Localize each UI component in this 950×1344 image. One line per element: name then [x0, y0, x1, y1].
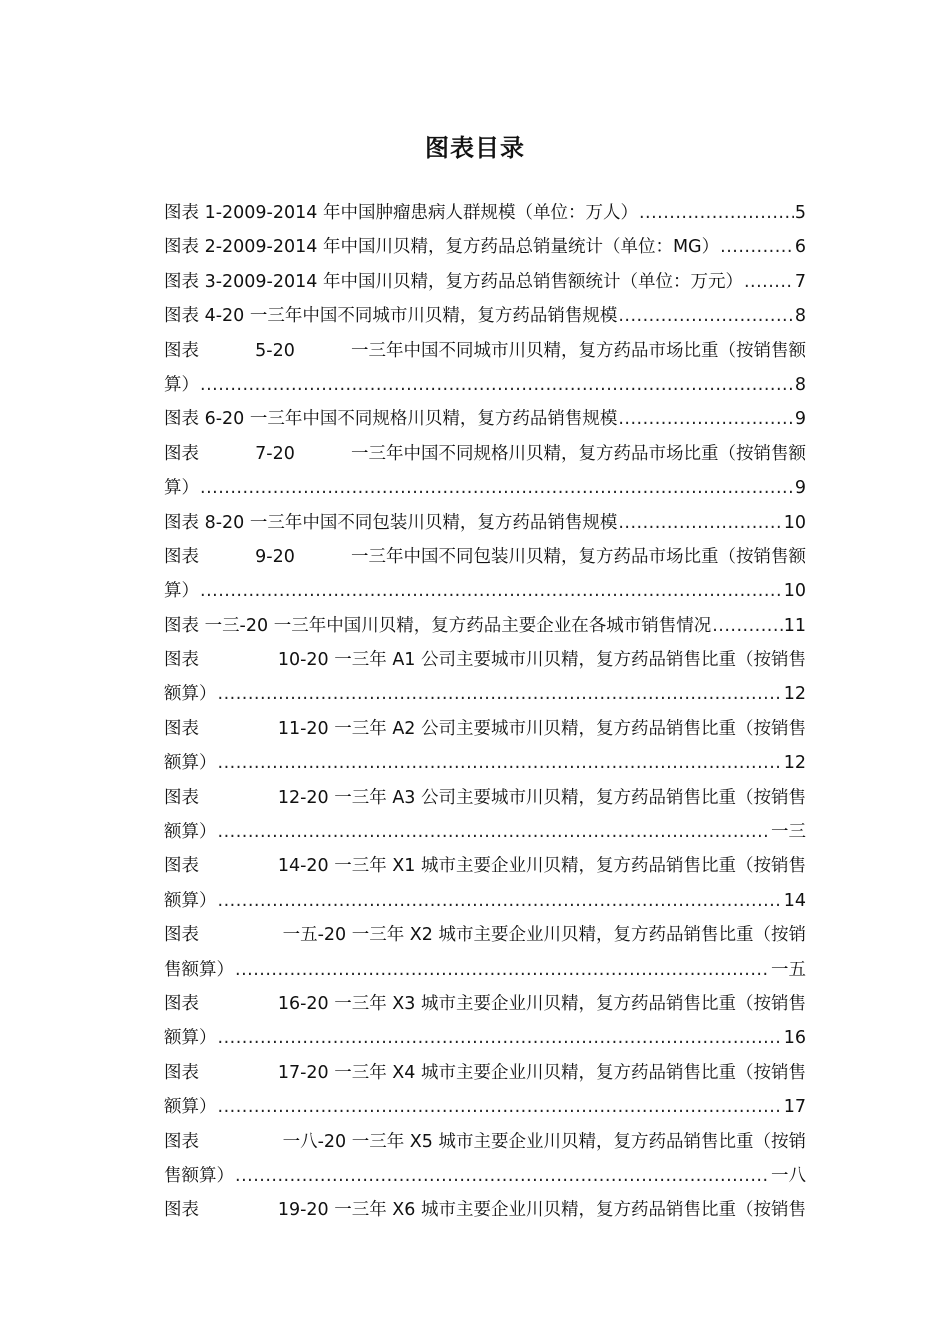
dot-leader [200, 471, 794, 505]
dot-leader [218, 884, 783, 918]
toc-entry[interactable] [164, 437, 806, 506]
entry-title: 图表 6-20 一三年中国不同规格川贝精，复方药品销售规模 [164, 409, 618, 430]
entry-title-continued: 算） [164, 374, 199, 395]
entry-label: 图表 [164, 856, 199, 877]
toc-entry[interactable] [164, 918, 806, 987]
entry-number: 5-20 [255, 340, 295, 361]
toc-entry[interactable] [164, 506, 806, 540]
entry-title-continued: 额算） [164, 1028, 217, 1049]
toc-entry[interactable] [164, 1125, 806, 1194]
entry-title-continued: 额算） [164, 753, 217, 774]
entry-title-continued: 算） [164, 478, 199, 499]
entry-number: 9-20 [255, 546, 295, 567]
entry-title: 17-20 一三年 X4 城市主要企业川贝精，复方药品销售比重（按销售 [277, 1062, 806, 1083]
entry-title-continued: 额算） [164, 890, 217, 911]
entry-label: 图表 [164, 787, 199, 808]
page-number: 12 [783, 684, 806, 705]
entry-title: 10-20 一三年 A1 公司主要城市川贝精，复方药品销售比重（按销售 [277, 650, 806, 671]
entry-title: 11-20 一三年 A2 公司主要城市川贝精，复方药品销售比重（按销售 [277, 718, 806, 739]
toc-entry[interactable] [164, 540, 806, 609]
entry-label: 图表 [164, 340, 199, 361]
entry-title-continued: 额算） [164, 684, 217, 705]
toc-entry[interactable] [164, 609, 806, 643]
page-number: 16 [783, 1028, 806, 1049]
toc-entry[interactable] [164, 849, 806, 918]
dot-leader [218, 1090, 783, 1124]
dot-leader [618, 402, 794, 436]
table-of-figures [164, 196, 806, 1228]
entry-title: 图表 1-2009-2014 年中国肿瘤患病人群规模（单位：万人） [164, 203, 638, 223]
page-number: 14 [783, 890, 806, 911]
page-number: 12 [783, 753, 806, 774]
toc-entry[interactable] [164, 712, 806, 781]
dot-leader [200, 574, 783, 608]
entry-title: 图表 3-2009-2014 年中国川贝精，复方药品总销售额统计（单位：万元） [164, 271, 743, 292]
entry-title-continued: 售额算） [164, 1165, 234, 1186]
entry-title: 一三年中国不同城市川贝精，复方药品市场比重（按销售额 [351, 340, 806, 361]
page-number: 一五 [771, 959, 806, 980]
entry-title: 图表 一三-20 一三年中国川贝精，复方药品主要企业在各城市销售情况 [164, 615, 712, 636]
entry-label: 图表 [164, 925, 199, 946]
entry-title-continued: 售额算） [164, 959, 234, 980]
dot-leader [639, 196, 794, 230]
toc-entry[interactable] [164, 334, 806, 403]
dot-leader [235, 953, 770, 987]
entry-label: 图表 [164, 1062, 199, 1083]
entry-title: 一八-20 一三年 X5 城市主要企业川贝精，复方药品销售比重（按销 [282, 1131, 806, 1152]
entry-number: 7-20 [255, 443, 295, 464]
entry-label: 图表 [164, 718, 199, 739]
entry-title: 一三年中国不同包装川贝精，复方药品市场比重（按销售额 [351, 546, 806, 567]
entry-label: 图表 [164, 1131, 199, 1152]
entry-title-continued: 算） [164, 581, 199, 602]
toc-entry[interactable] [164, 643, 806, 712]
toc-entry[interactable] [164, 299, 806, 333]
page-number: 8 [794, 374, 806, 395]
page-number: 一三 [771, 822, 806, 843]
toc-entry[interactable] [164, 987, 806, 1056]
dot-leader [618, 506, 782, 540]
entry-title: 14-20 一三年 X1 城市主要企业川贝精，复方药品销售比重（按销售 [277, 856, 806, 877]
dot-leader [218, 746, 783, 780]
page-title: 图表目录 [425, 134, 525, 162]
page-number: 5 [794, 203, 806, 223]
toc-entry[interactable] [164, 196, 806, 230]
page-number: 17 [783, 1097, 806, 1118]
toc-entry[interactable] [164, 1056, 806, 1125]
entry-label: 图表 [164, 546, 199, 567]
toc-entry[interactable] [164, 265, 806, 299]
entry-title: 图表 2-2009-2014 年中国川贝精，复方药品总销量统计（单位：MG） [164, 237, 720, 258]
page-number: 10 [783, 512, 806, 533]
dot-leader [720, 230, 794, 264]
dot-leader [618, 299, 794, 333]
page-number: 9 [794, 478, 806, 499]
entry-title: 一五-20 一三年 X2 城市主要企业川贝精，复方药品销售比重（按销 [282, 925, 806, 946]
page-number: 一八 [771, 1165, 806, 1186]
dot-leader [218, 677, 783, 711]
dot-leader [712, 609, 783, 643]
dot-leader [200, 368, 794, 402]
dot-leader [744, 265, 794, 299]
dot-leader [235, 1159, 770, 1193]
dot-leader [218, 815, 771, 849]
page-number: 9 [794, 409, 806, 430]
entry-title: 19-20 一三年 X6 城市主要企业川贝精，复方药品销售比重（按销售 [277, 1200, 806, 1221]
page-number: 11 [783, 615, 806, 636]
entry-label: 图表 [164, 993, 199, 1014]
page-number: 6 [794, 237, 806, 258]
entry-title: 16-20 一三年 X3 城市主要企业川贝精，复方药品销售比重（按销售 [277, 993, 806, 1014]
page-number: 10 [783, 581, 806, 602]
entry-title: 一三年中国不同规格川贝精，复方药品市场比重（按销售额 [351, 443, 806, 464]
entry-label: 图表 [164, 650, 199, 671]
entry-title: 图表 8-20 一三年中国不同包装川贝精，复方药品销售规模 [164, 512, 618, 533]
entry-title-continued: 额算） [164, 822, 217, 843]
toc-entry[interactable] [164, 1193, 806, 1227]
page-number: 7 [794, 271, 806, 292]
toc-entry[interactable] [164, 781, 806, 850]
page-number: 8 [794, 306, 806, 327]
toc-entry[interactable] [164, 402, 806, 436]
entry-title: 12-20 一三年 A3 公司主要城市川贝精，复方药品销售比重（按销售 [277, 787, 806, 808]
toc-entry[interactable] [164, 230, 806, 264]
entry-title: 图表 4-20 一三年中国不同城市川贝精，复方药品销售规模 [164, 306, 618, 327]
dot-leader [218, 1021, 783, 1055]
entry-label: 图表 [164, 1200, 199, 1221]
entry-label: 图表 [164, 443, 199, 464]
entry-title-continued: 额算） [164, 1097, 217, 1118]
